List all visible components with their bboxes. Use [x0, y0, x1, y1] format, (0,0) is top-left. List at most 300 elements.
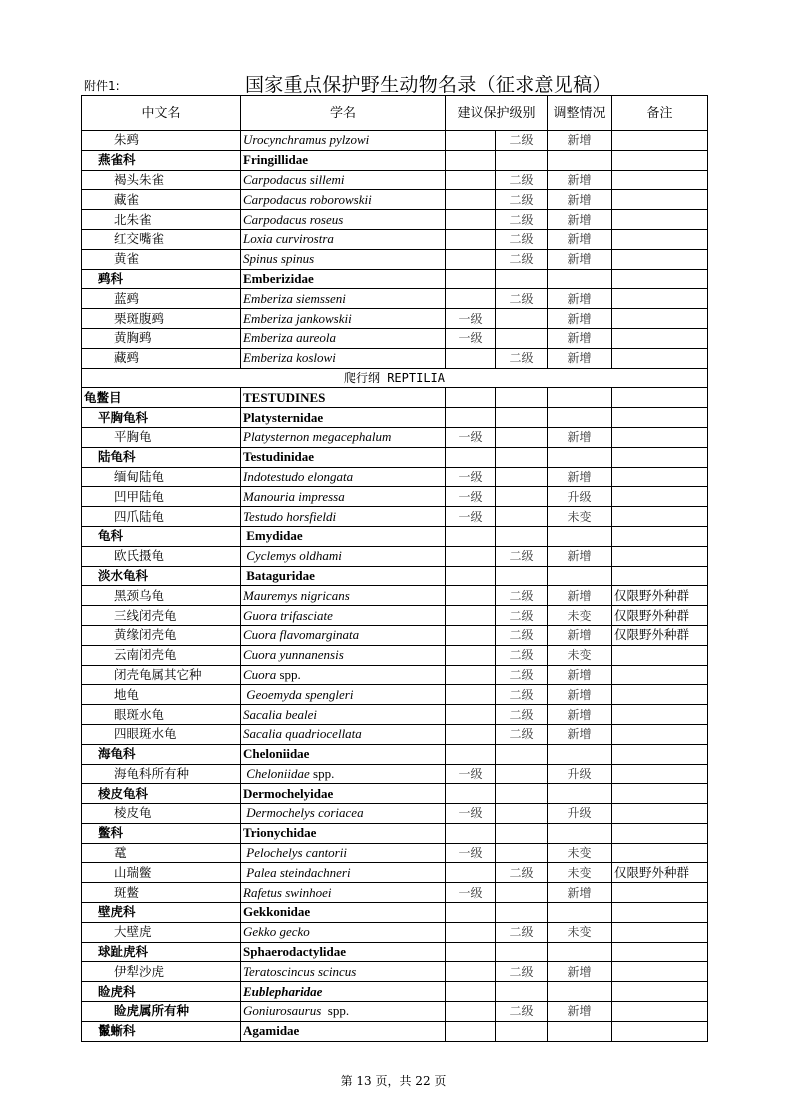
scientific-name	[241, 566, 446, 586]
adjustment-status	[548, 744, 612, 764]
note	[612, 507, 708, 527]
scientific-name-text: Cheloniidae	[243, 765, 310, 781]
note	[612, 705, 708, 725]
scientific-name-suffix: spp.	[276, 666, 301, 682]
adjustment-status: 新增	[548, 1002, 612, 1022]
scientific-name-text: Trionychidae	[243, 825, 317, 841]
scientific-name-text: Manouria impressa	[243, 488, 345, 504]
level-second-class: 二级	[496, 289, 548, 309]
scientific-name-text: Carpodacus roborowskii	[243, 191, 372, 207]
species-row	[82, 170, 708, 190]
adjustment-status: 新增	[548, 229, 612, 249]
level-second-class: 二级	[496, 210, 548, 230]
adjustment-status: 新增	[548, 210, 612, 230]
level-second-class: 二级	[496, 922, 548, 942]
scientific-name-text: Emberiza koslowi	[243, 350, 336, 366]
note: 仅限野外种群	[612, 863, 708, 883]
species-row	[82, 1002, 708, 1022]
class-label: 爬行纲 REPTILIA	[82, 368, 708, 388]
level-second-class	[496, 408, 548, 428]
chinese-name: 红交嘴雀	[82, 229, 241, 249]
adjustment-status: 升级	[548, 764, 612, 784]
scientific-name	[241, 427, 446, 447]
scientific-name	[241, 408, 446, 428]
scientific-name-text: Cuora	[243, 666, 277, 682]
family-row	[82, 150, 708, 170]
species-row	[82, 546, 708, 566]
header-adjustment: 调整情况	[548, 96, 612, 131]
scientific-name	[241, 249, 446, 269]
scientific-name	[241, 724, 446, 744]
level-second-class	[496, 467, 548, 487]
level-first-class: 一级	[446, 764, 496, 784]
level-first-class	[446, 408, 496, 428]
level-second-class	[496, 388, 548, 408]
chinese-name: 伊犁沙虎	[82, 962, 241, 982]
scientific-name	[241, 685, 446, 705]
note	[612, 150, 708, 170]
species-row	[82, 309, 708, 329]
scientific-name	[241, 1002, 446, 1022]
adjustment-status: 新增	[548, 427, 612, 447]
level-second-class: 二级	[496, 645, 548, 665]
scientific-name-text: TESTUDINES	[243, 389, 326, 405]
level-first-class	[446, 863, 496, 883]
adjustment-status: 新增	[548, 665, 612, 685]
adjustment-status: 新增	[548, 249, 612, 269]
level-first-class	[446, 210, 496, 230]
note	[612, 942, 708, 962]
adjustment-status	[548, 269, 612, 289]
level-first-class	[446, 249, 496, 269]
note	[612, 289, 708, 309]
species-row	[82, 229, 708, 249]
scientific-name	[241, 784, 446, 804]
species-row	[82, 705, 708, 725]
scientific-name	[241, 586, 446, 606]
header-protection-level: 建议保护级别	[446, 96, 548, 131]
adjustment-status	[548, 150, 612, 170]
note	[612, 784, 708, 804]
chinese-name: 棱皮龟	[82, 804, 241, 824]
family-row	[82, 744, 708, 764]
family-row	[82, 526, 708, 546]
chinese-name: 眼斑水龟	[82, 705, 241, 725]
species-row	[82, 606, 708, 626]
chinese-name: 栗斑腹鹀	[82, 309, 241, 329]
level-second-class: 二级	[496, 190, 548, 210]
level-second-class: 二级	[496, 170, 548, 190]
note: 仅限野外种群	[612, 625, 708, 645]
level-first-class	[446, 131, 496, 151]
chinese-name: 藏鹀	[82, 348, 241, 368]
scientific-name	[241, 388, 446, 408]
note	[612, 131, 708, 151]
level-first-class	[446, 190, 496, 210]
adjustment-status: 新增	[548, 883, 612, 903]
scientific-name-text: Goniurosaurus	[243, 1003, 322, 1019]
level-second-class	[496, 883, 548, 903]
level-first-class	[446, 942, 496, 962]
scientific-name-text: Emberiza aureola	[243, 330, 337, 346]
level-second-class	[496, 566, 548, 586]
scientific-name-text: Fringillidae	[243, 152, 308, 168]
level-second-class	[496, 744, 548, 764]
chinese-name: 球趾虎科	[82, 942, 241, 962]
header-sci-name: 学名	[241, 96, 446, 131]
level-second-class	[496, 427, 548, 447]
level-second-class: 二级	[496, 665, 548, 685]
adjustment-status	[548, 1021, 612, 1041]
level-first-class	[446, 170, 496, 190]
scientific-name	[241, 447, 446, 467]
scientific-name-text: Carpodacus sillemi	[243, 171, 345, 187]
adjustment-status: 新增	[548, 170, 612, 190]
chinese-name: 山瑞鳖	[82, 863, 241, 883]
adjustment-status: 未变	[548, 507, 612, 527]
species-row	[82, 507, 708, 527]
level-second-class	[496, 1021, 548, 1041]
adjustment-status	[548, 388, 612, 408]
scientific-name	[241, 804, 446, 824]
level-second-class: 二级	[496, 229, 548, 249]
species-row	[82, 665, 708, 685]
level-first-class	[446, 705, 496, 725]
adjustment-status	[548, 784, 612, 804]
note	[612, 1002, 708, 1022]
level-second-class	[496, 447, 548, 467]
note	[612, 170, 708, 190]
level-second-class	[496, 942, 548, 962]
chinese-name: 四眼斑水龟	[82, 724, 241, 744]
level-second-class	[496, 150, 548, 170]
adjustment-status: 新增	[548, 705, 612, 725]
scientific-name	[241, 625, 446, 645]
scientific-name	[241, 526, 446, 546]
scientific-name	[241, 289, 446, 309]
scientific-name-text: Testudinidae	[243, 449, 315, 465]
adjustment-status	[548, 566, 612, 586]
chinese-name: 龟鳖目	[82, 388, 241, 408]
note	[612, 526, 708, 546]
scientific-name-suffix: spp.	[309, 765, 335, 781]
level-first-class: 一级	[446, 328, 496, 348]
chinese-name: 四爪陆龟	[82, 507, 241, 527]
level-second-class: 二级	[496, 249, 548, 269]
scientific-name-text: Carpodacus roseus	[243, 211, 344, 227]
page-footer: 第 13 页，共 22 页	[340, 1074, 447, 1088]
adjustment-status: 新增	[548, 131, 612, 151]
scientific-name	[241, 348, 446, 368]
adjustment-status	[548, 526, 612, 546]
scientific-name-text: Teratoscincus scincus	[243, 963, 357, 979]
chinese-name: 平胸龟科	[82, 408, 241, 428]
level-second-class	[496, 823, 548, 843]
scientific-name	[241, 942, 446, 962]
level-first-class	[446, 903, 496, 923]
level-second-class	[496, 903, 548, 923]
level-first-class	[446, 447, 496, 467]
level-second-class: 二级	[496, 131, 548, 151]
level-first-class	[446, 586, 496, 606]
level-second-class: 二级	[496, 724, 548, 744]
species-table	[81, 95, 708, 1042]
scientific-name-text: Dermochelyidae	[243, 785, 334, 801]
note: 仅限野外种群	[612, 586, 708, 606]
level-first-class	[446, 962, 496, 982]
level-second-class	[496, 526, 548, 546]
level-second-class	[496, 843, 548, 863]
chinese-name: 黄缘闭壳龟	[82, 625, 241, 645]
level-first-class	[446, 150, 496, 170]
scientific-name	[241, 764, 446, 784]
level-second-class: 二级	[496, 685, 548, 705]
adjustment-status: 新增	[548, 309, 612, 329]
page-title: 国家重点保护野生动物名录（征求意见稿）	[245, 74, 612, 96]
chinese-name: 褐头朱雀	[82, 170, 241, 190]
adjustment-status: 新增	[548, 625, 612, 645]
species-row	[82, 863, 708, 883]
adjustment-status: 新增	[548, 962, 612, 982]
family-row	[82, 408, 708, 428]
level-second-class	[496, 804, 548, 824]
level-second-class	[496, 784, 548, 804]
attachment-label: 附件1:	[84, 79, 120, 93]
chinese-name: 藏雀	[82, 190, 241, 210]
scientific-name	[241, 982, 446, 1002]
adjustment-status: 升级	[548, 804, 612, 824]
note	[612, 408, 708, 428]
note	[612, 467, 708, 487]
adjustment-status	[548, 408, 612, 428]
chinese-name: 斑鳖	[82, 883, 241, 903]
chinese-name: 鬣蜥科	[82, 1021, 241, 1041]
chinese-name: 鼋	[82, 843, 241, 863]
scientific-name	[241, 645, 446, 665]
scientific-name	[241, 507, 446, 527]
chinese-name: 平胸龟	[82, 427, 241, 447]
adjustment-status: 新增	[548, 190, 612, 210]
note	[612, 566, 708, 586]
species-row	[82, 249, 708, 269]
chinese-name: 朱鹀	[82, 131, 241, 151]
species-row	[82, 883, 708, 903]
level-second-class	[496, 269, 548, 289]
scientific-name	[241, 863, 446, 883]
scientific-name	[241, 131, 446, 151]
level-first-class	[446, 388, 496, 408]
species-row	[82, 724, 708, 744]
scientific-name	[241, 546, 446, 566]
scientific-name-text: Bataguridae	[243, 567, 315, 583]
scientific-name-text: Loxia curvirostra	[243, 231, 334, 247]
chinese-name: 淡水龟科	[82, 566, 241, 586]
chinese-name: 海龟科所有种	[82, 764, 241, 784]
scientific-name-suffix: spp.	[321, 1003, 350, 1019]
adjustment-status	[548, 447, 612, 467]
adjustment-status: 新增	[548, 546, 612, 566]
note	[612, 883, 708, 903]
family-row	[82, 1021, 708, 1041]
adjustment-status: 未变	[548, 863, 612, 883]
note	[612, 764, 708, 784]
scientific-name	[241, 467, 446, 487]
scientific-name-text: Sacalia bealei	[243, 706, 318, 722]
adjustment-status: 新增	[548, 724, 612, 744]
class-row	[82, 368, 708, 388]
chinese-name: 云南闭壳龟	[82, 645, 241, 665]
scientific-name-text: Cuora flavomarginata	[243, 627, 360, 643]
order-row	[82, 388, 708, 408]
scientific-name-text: Urocynchramus pylzowi	[243, 132, 370, 148]
level-second-class	[496, 328, 548, 348]
scientific-name-text: Spinus spinus	[243, 251, 315, 267]
chinese-name: 缅甸陆龟	[82, 467, 241, 487]
note	[612, 645, 708, 665]
note	[612, 388, 708, 408]
scientific-name-text: Platysternon megacephalum	[243, 429, 392, 445]
note	[612, 744, 708, 764]
note	[612, 724, 708, 744]
note	[612, 309, 708, 329]
scientific-name	[241, 922, 446, 942]
chinese-name: 黄雀	[82, 249, 241, 269]
level-first-class	[446, 606, 496, 626]
species-row	[82, 467, 708, 487]
note	[612, 546, 708, 566]
level-first-class: 一级	[446, 487, 496, 507]
note	[612, 328, 708, 348]
scientific-name-text: Cheloniidae	[243, 746, 310, 762]
level-first-class	[446, 685, 496, 705]
scientific-name-text: Eublepharidae	[243, 983, 323, 999]
chinese-name: 地龟	[82, 685, 241, 705]
scientific-name	[241, 190, 446, 210]
table-body	[82, 131, 708, 1042]
note	[612, 348, 708, 368]
scientific-name-text: Agamidae	[243, 1023, 300, 1039]
level-second-class: 二级	[496, 546, 548, 566]
note: 仅限野外种群	[612, 606, 708, 626]
scientific-name-text: Gekkonidae	[243, 904, 311, 920]
species-row	[82, 804, 708, 824]
family-row	[82, 903, 708, 923]
family-row	[82, 784, 708, 804]
scientific-name-text: Guora trifasciate	[243, 607, 333, 623]
scientific-name	[241, 487, 446, 507]
level-first-class	[446, 566, 496, 586]
level-second-class: 二级	[496, 586, 548, 606]
chinese-name: 棱皮龟科	[82, 784, 241, 804]
note	[612, 229, 708, 249]
level-first-class	[446, 724, 496, 744]
scientific-name	[241, 744, 446, 764]
scientific-name-text: Geoemyda spengleri	[243, 686, 354, 702]
scientific-name	[241, 883, 446, 903]
adjustment-status	[548, 823, 612, 843]
level-second-class: 二级	[496, 1002, 548, 1022]
level-first-class: 一级	[446, 427, 496, 447]
chinese-name: 陆龟科	[82, 447, 241, 467]
adjustment-status: 新增	[548, 467, 612, 487]
family-row	[82, 823, 708, 843]
chinese-name: 燕雀科	[82, 150, 241, 170]
scientific-name	[241, 705, 446, 725]
level-first-class	[446, 744, 496, 764]
scientific-name-text: Emberiza jankowskii	[243, 310, 352, 326]
species-row	[82, 843, 708, 863]
level-second-class	[496, 487, 548, 507]
scientific-name-text: Sacalia quadriocellata	[243, 726, 362, 742]
note	[612, 804, 708, 824]
chinese-name: 闭壳龟属其它种	[82, 665, 241, 685]
species-row	[82, 131, 708, 151]
adjustment-status: 新增	[548, 586, 612, 606]
level-first-class	[446, 546, 496, 566]
level-first-class	[446, 784, 496, 804]
species-row	[82, 289, 708, 309]
scientific-name	[241, 665, 446, 685]
species-row	[82, 348, 708, 368]
note	[612, 210, 708, 230]
species-row	[82, 487, 708, 507]
scientific-name-text: Cyclemys oldhami	[243, 548, 342, 564]
species-row	[82, 645, 708, 665]
chinese-name: 蓝鹀	[82, 289, 241, 309]
note	[612, 843, 708, 863]
level-first-class	[446, 1002, 496, 1022]
level-second-class	[496, 982, 548, 1002]
level-first-class: 一级	[446, 309, 496, 329]
level-first-class	[446, 289, 496, 309]
level-second-class	[496, 764, 548, 784]
scientific-name-text: Emberizidae	[243, 270, 314, 286]
chinese-name: 鹀科	[82, 269, 241, 289]
adjustment-status: 未变	[548, 606, 612, 626]
level-first-class: 一级	[446, 507, 496, 527]
species-row	[82, 922, 708, 942]
scientific-name	[241, 903, 446, 923]
scientific-name-text: Cuora yunnanensis	[243, 647, 344, 663]
level-first-class	[446, 922, 496, 942]
scientific-name-text: Indotestudo elongata	[243, 468, 354, 484]
level-first-class	[446, 665, 496, 685]
chinese-name: 壁虎科	[82, 903, 241, 923]
scientific-name-text: Emberiza siemsseni	[243, 290, 346, 306]
family-row	[82, 269, 708, 289]
level-first-class	[446, 982, 496, 1002]
species-row	[82, 962, 708, 982]
level-second-class	[496, 309, 548, 329]
chinese-name: 睑虎属所有种	[82, 1002, 241, 1022]
level-second-class: 二级	[496, 606, 548, 626]
scientific-name-text: Mauremys nigricans	[243, 587, 350, 603]
level-second-class: 二级	[496, 962, 548, 982]
adjustment-status	[548, 903, 612, 923]
scientific-name	[241, 229, 446, 249]
scientific-name	[241, 150, 446, 170]
note	[612, 487, 708, 507]
adjustment-status: 新增	[548, 685, 612, 705]
header-cn-name: 中文名	[82, 96, 241, 131]
scientific-name-text: Gekko gecko	[243, 924, 310, 940]
scientific-name-text: Sphaerodactylidae	[243, 944, 347, 960]
chinese-name: 凹甲陆龟	[82, 487, 241, 507]
scientific-name	[241, 843, 446, 863]
scientific-name	[241, 210, 446, 230]
adjustment-status	[548, 982, 612, 1002]
family-row	[82, 566, 708, 586]
